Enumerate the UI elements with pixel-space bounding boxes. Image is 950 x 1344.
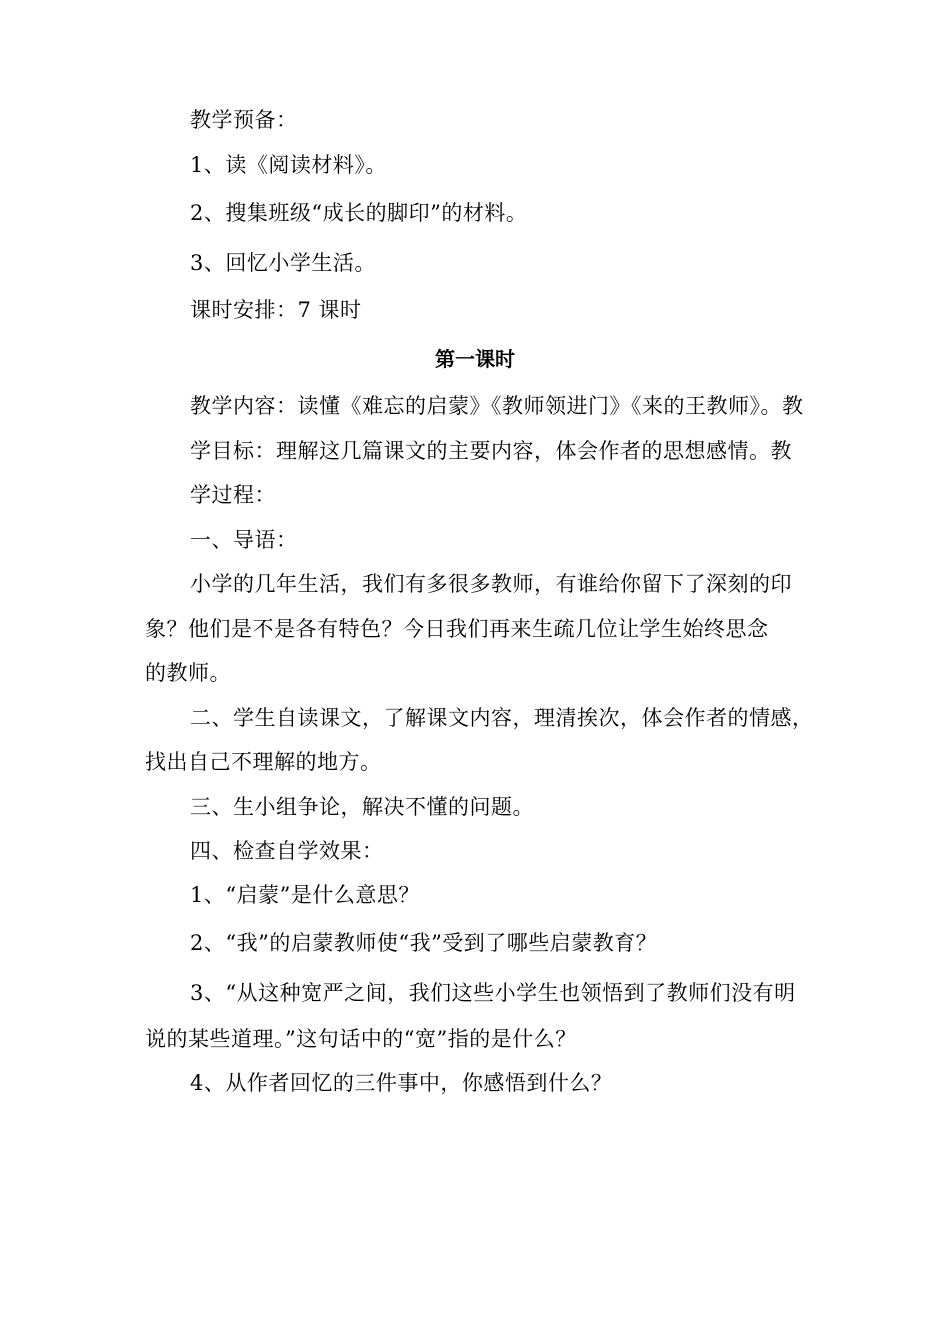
lesson-title: 第一课时	[435, 347, 515, 371]
paragraph-line: 找出自己不理解的地方。	[145, 750, 382, 774]
prep-item: 1、读《阅读材料》。	[190, 153, 387, 177]
paragraph-line: 小学的几年生活，我们有多很多教师，有谁给你留下了深刻的印	[190, 572, 792, 596]
section-title: 四、检查自学效果：	[190, 839, 384, 863]
content-line: 学过程：	[190, 483, 276, 507]
question-item: 2、“我”的启蒙教师使“我”受到了哪些启蒙教育？	[190, 931, 658, 955]
content-line: 教学内容：读懂《难忘的启蒙》《教师领进门》《来的王教师》。教	[190, 394, 804, 418]
paragraph-line: 二、学生自读课文，了解课文内容，理清挨次，体会作者的情感，	[190, 706, 814, 730]
paragraph-line: 三、生小组争论，解决不懂的问题。	[190, 795, 534, 819]
paragraph-line: 象？他们是不是各有特色？今日我们再来生疏几位让学生始终思念	[145, 617, 769, 641]
question-item: 1、“启蒙”是什么意思？	[190, 883, 420, 907]
prep-item: 2、搜集班级“成长的脚印”的材料。	[190, 201, 528, 225]
question-item: 说的某些道理。”这句话中的“宽”指的是什么？	[145, 1027, 577, 1051]
question-item: 4、从作者回忆的三件事中，你感悟到什么？	[190, 1071, 613, 1095]
section-title: 一、导语：	[190, 528, 298, 552]
content-line: 学目标：理解这几篇课文的主要内容，体会作者的思想感情。教	[190, 439, 792, 463]
paragraph-line: 的教师。	[145, 661, 231, 685]
schedule-line: 课时安排：7 课时	[190, 298, 362, 322]
prep-label: 教学预备：	[190, 108, 298, 132]
prep-item: 3、回忆小学生活。	[190, 251, 376, 275]
question-item: 3、“从这种宽严之间，我们这些小学生也领悟到了教师们没有明	[190, 981, 796, 1005]
